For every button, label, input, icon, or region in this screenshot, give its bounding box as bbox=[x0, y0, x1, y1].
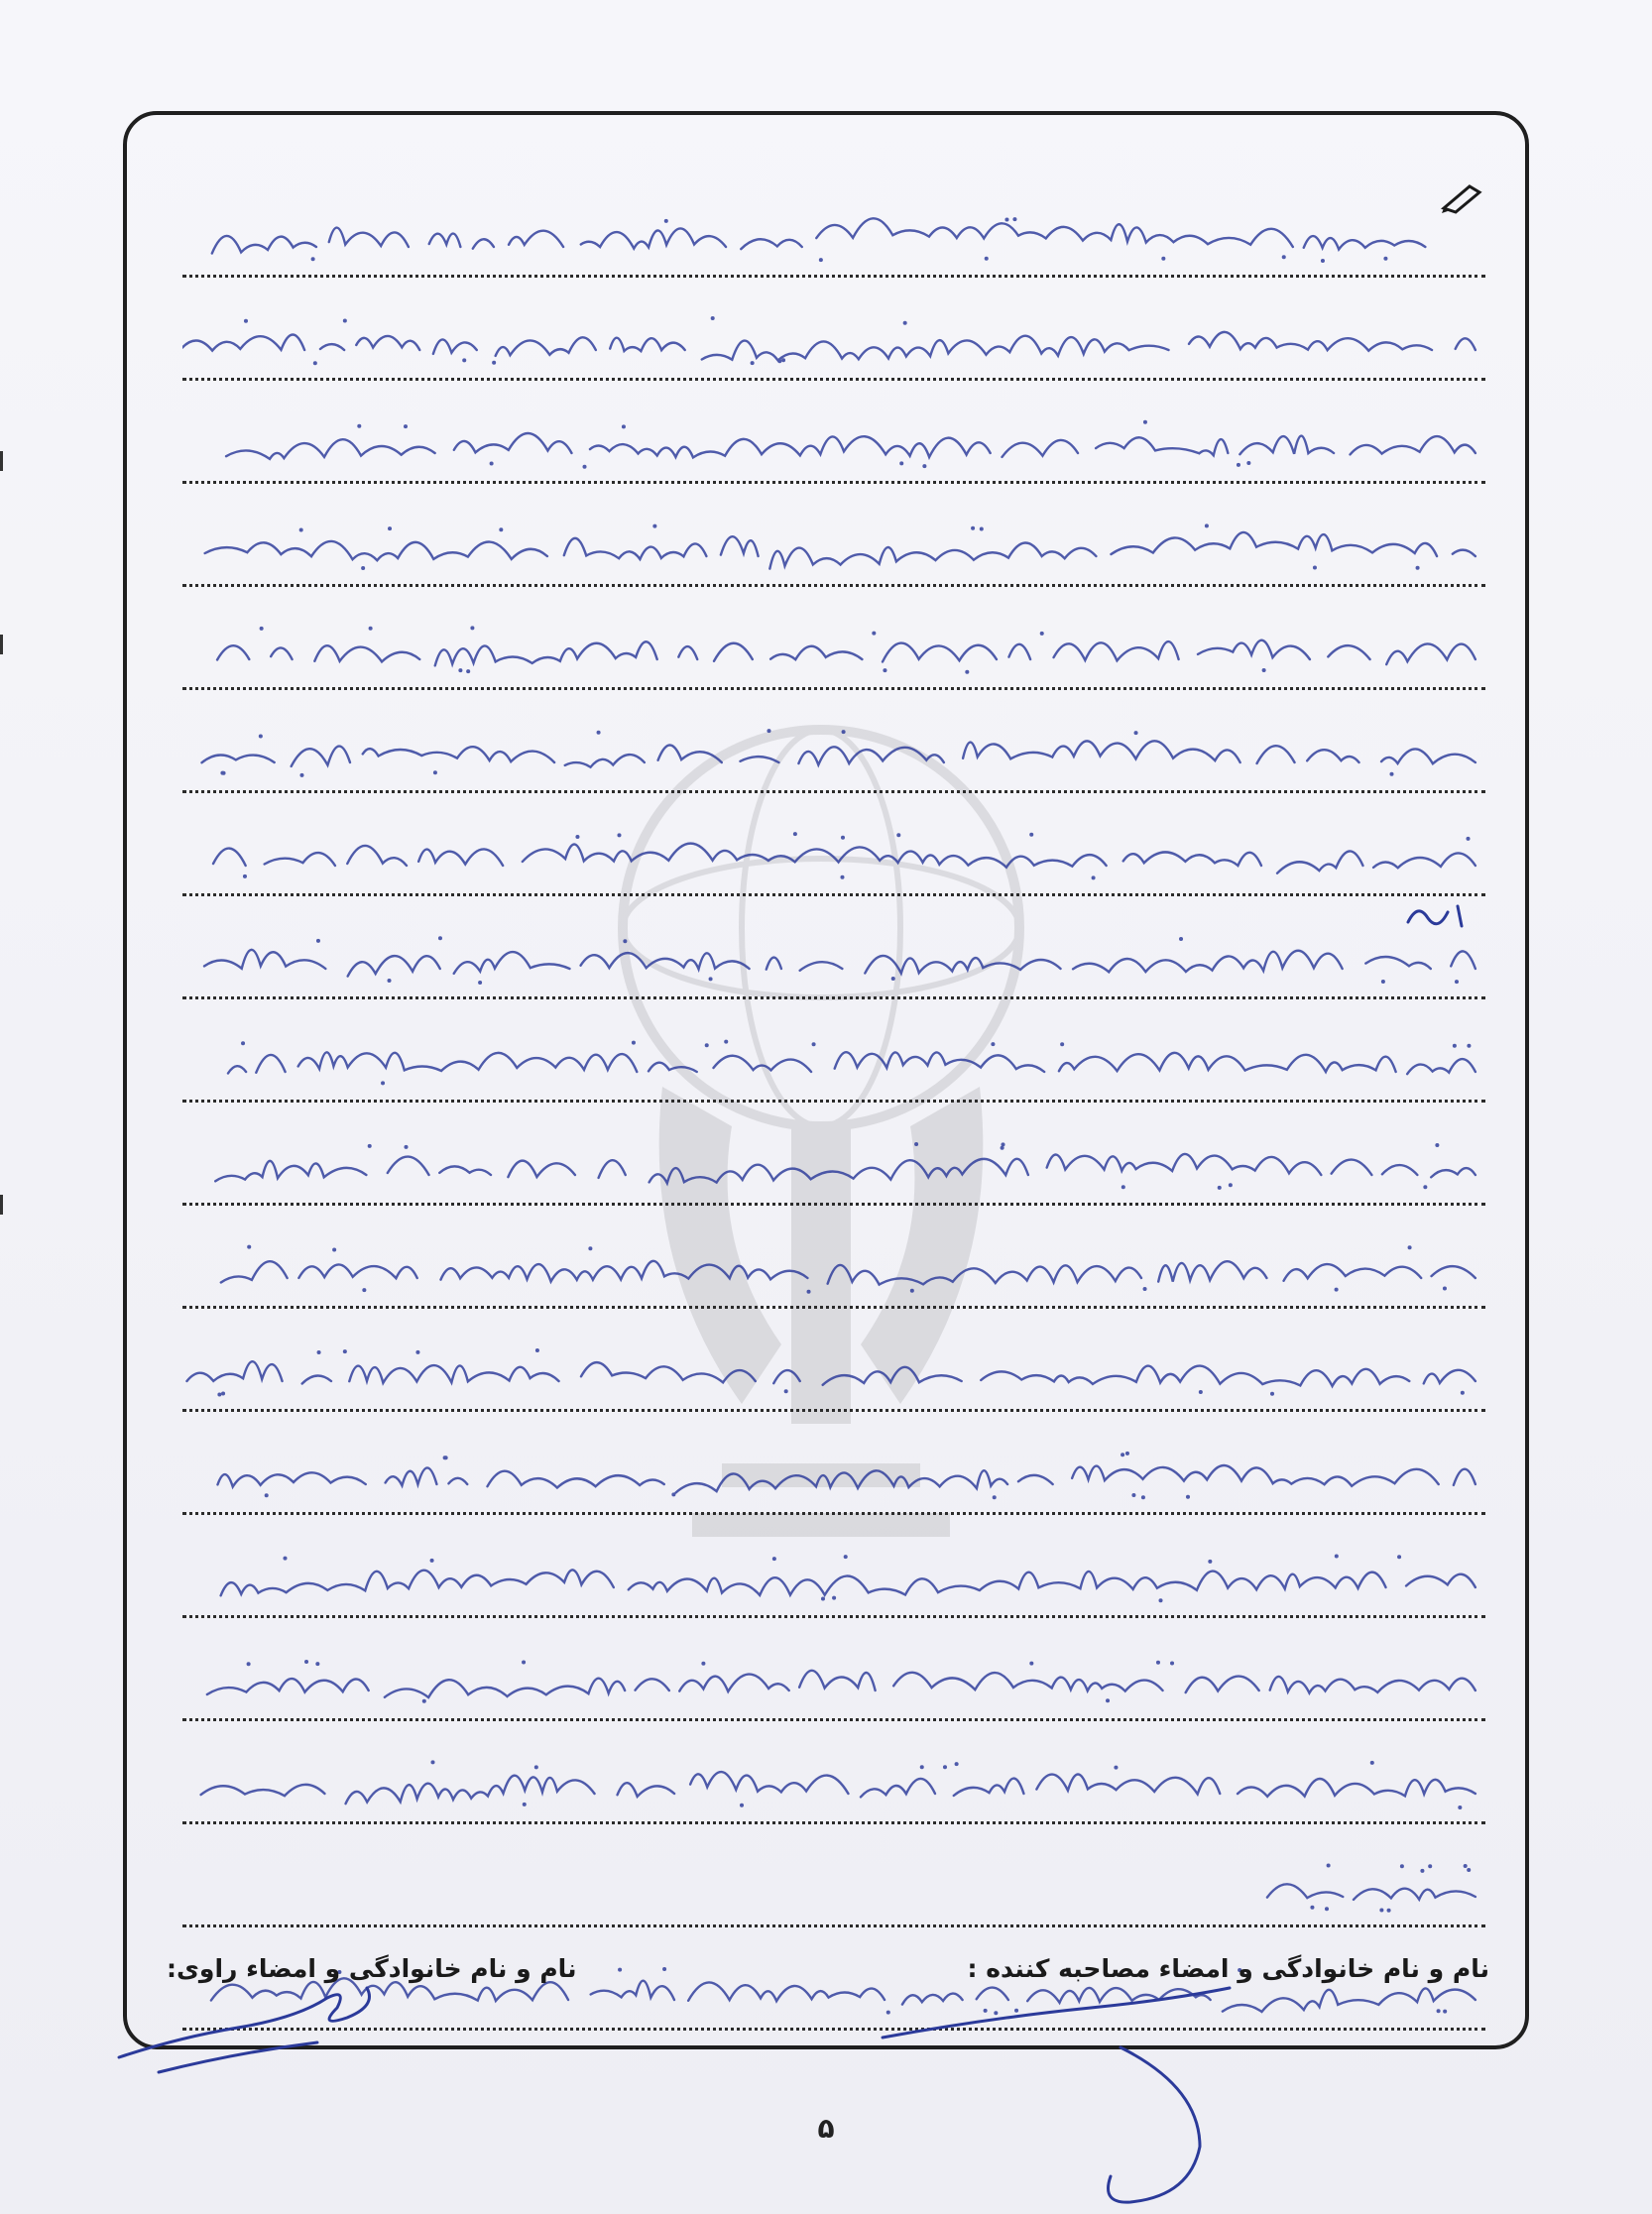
handwritten-line bbox=[182, 2031, 1485, 2049]
handwriting-stroke bbox=[182, 207, 1485, 265]
handwriting-stroke bbox=[182, 620, 1485, 677]
interviewer-signature-label: نام و نام خانوادگی و امضاء مصاحبه کننده : bbox=[967, 1954, 1489, 1983]
handwriting-stroke bbox=[182, 1341, 1485, 1399]
handwriting-stroke bbox=[182, 1135, 1485, 1193]
handwriting-stroke bbox=[182, 1238, 1485, 1296]
handwritten-line bbox=[182, 999, 1485, 1103]
binding-mark bbox=[0, 1195, 13, 1215]
handwriting-stroke bbox=[182, 1032, 1485, 1090]
binding-mark bbox=[0, 451, 13, 471]
handwriting-stroke bbox=[182, 1445, 1485, 1502]
handwritten-line bbox=[182, 587, 1485, 690]
handwritten-lines bbox=[182, 175, 1485, 2049]
handwritten-line bbox=[182, 1721, 1485, 1824]
handwriting-stroke bbox=[182, 413, 1485, 471]
handwritten-line bbox=[182, 1206, 1485, 1309]
page-number: ۵ bbox=[817, 2112, 835, 2145]
handwriting-stroke bbox=[182, 826, 1485, 883]
handwritten-line bbox=[182, 1824, 1485, 1927]
handwritten-line bbox=[182, 896, 1485, 999]
handwriting-stroke bbox=[182, 723, 1485, 780]
handwritten-line bbox=[182, 1412, 1485, 1515]
handwritten-line bbox=[182, 1309, 1485, 1412]
handwriting-stroke bbox=[182, 1754, 1485, 1811]
handwritten-line bbox=[182, 484, 1485, 587]
handwriting-stroke bbox=[182, 517, 1485, 574]
handwritten-line bbox=[182, 1618, 1485, 1721]
handwriting-stroke bbox=[182, 1651, 1485, 1708]
footer bbox=[167, 1940, 1489, 2000]
handwritten-line bbox=[182, 175, 1485, 278]
handwritten-line bbox=[182, 690, 1485, 793]
handwriting-stroke bbox=[182, 1548, 1485, 1605]
binding-mark bbox=[0, 635, 13, 654]
handwritten-line bbox=[182, 1515, 1485, 1618]
handwriting-stroke bbox=[182, 310, 1485, 368]
handwriting-stroke bbox=[182, 1857, 1485, 1915]
handwritten-line bbox=[182, 381, 1485, 484]
narrator-signature-label: نام و نام خانوادگی و امضاء راوی: bbox=[167, 1954, 577, 1983]
page-frame bbox=[123, 111, 1529, 2049]
handwritten-line bbox=[182, 278, 1485, 381]
handwritten-line bbox=[182, 793, 1485, 896]
handwritten-line bbox=[182, 1103, 1485, 1206]
handwriting-stroke bbox=[182, 929, 1485, 987]
